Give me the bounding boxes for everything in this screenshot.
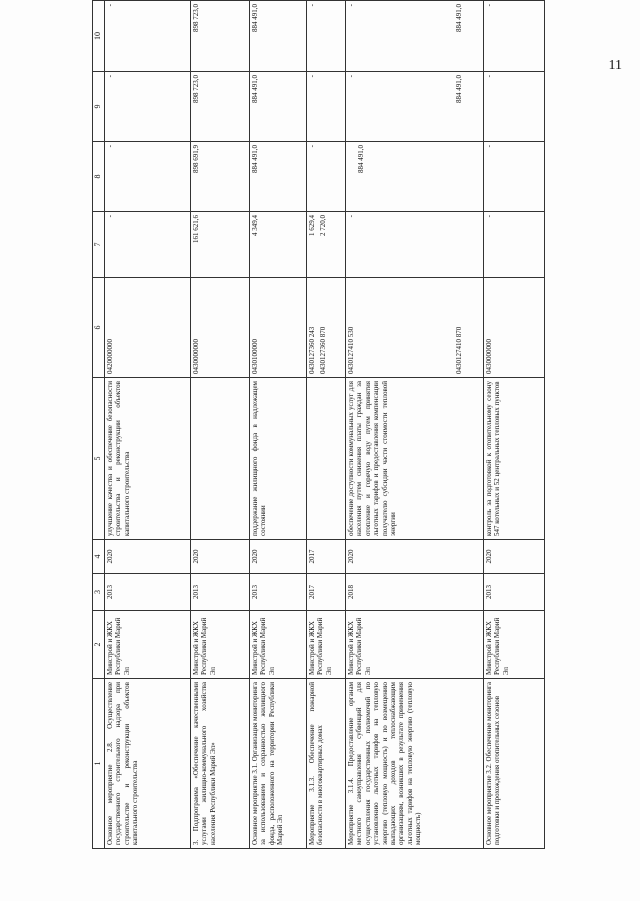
col-header-5: 5 xyxy=(93,378,105,540)
col-header-8: 8 xyxy=(93,142,105,212)
amount-col9: 898 723,0 xyxy=(191,72,250,142)
amount-col8: - xyxy=(105,142,191,212)
table-row xyxy=(191,1,250,849)
executor: Минстрой и ЖКХ Республики Марий Эл xyxy=(250,611,307,679)
executor: Минстрой и ЖКХ Республики Марий Эл xyxy=(191,611,250,679)
rotated-page-content xyxy=(92,1,632,849)
amount-col7: - xyxy=(105,212,191,278)
amount-col9: 884 491,0 xyxy=(455,75,464,103)
budget-code: 0420000000 xyxy=(105,278,191,378)
start-year: 2018 xyxy=(346,574,484,611)
page-number: 11 xyxy=(608,58,622,73)
amount-col7: - xyxy=(484,212,545,278)
col-header-9: 9 xyxy=(93,72,105,142)
executor: Минстрой и ЖКХ Республики Марий Эл xyxy=(346,611,484,679)
end-year: 2020 xyxy=(105,540,191,574)
table-row xyxy=(307,1,346,849)
col-header-6: 6 xyxy=(93,278,105,378)
executor: Минстрой и ЖКХ Республики Марий Эл xyxy=(484,611,545,679)
amount-col7: 2 720,0 xyxy=(319,215,328,236)
start-year: 2013 xyxy=(191,574,250,611)
amount-col8: 884 491,0 xyxy=(357,145,365,173)
header-row xyxy=(93,1,105,849)
budget-code: 0430000000 xyxy=(191,278,250,378)
table-row xyxy=(105,1,191,849)
end-year: 2020 xyxy=(346,540,484,574)
amount-col10: 884 491,0 xyxy=(455,4,464,32)
event-name: Основное мероприятие 3.1. Организация мониторинга за использованием и сохранностью жилищного фонда, расположенного на территории Республики Марий Эл xyxy=(250,679,307,849)
expected-result: обеспечение доступности коммунальных услуг для населения путем снижения платы граждан за отопление и горячую воду путем принятия льготных тарифов и предоставления компенсации получателю субсидии части стоимости тепловой энергии xyxy=(346,378,484,540)
budget-code: 0430127360 243 xyxy=(308,326,316,374)
expected-result xyxy=(307,378,346,540)
table-row xyxy=(484,1,545,849)
amount-col9: 884 491,0 xyxy=(250,72,307,142)
executor: Минстрой и ЖКХ Республики Марий Эл xyxy=(105,611,191,679)
amount-col9: - xyxy=(105,72,191,142)
amount-col8: - xyxy=(484,142,545,212)
end-year: 2020 xyxy=(191,540,250,574)
amount-col8: - xyxy=(307,142,346,212)
start-year: 2013 xyxy=(250,574,307,611)
amount-col10: 884 491,0 xyxy=(250,1,307,72)
expected-result: контроль за подготовкой к отопительному сезону 547 котельных и 52 центральных тепловых пунктов xyxy=(484,378,545,540)
budget-code: 0430127410 530 xyxy=(347,326,355,374)
amount-col10: - xyxy=(347,4,355,7)
program-table xyxy=(92,0,545,849)
event-name: 3. Подпрограмма «Обеспечение качественными услугами жилищно-коммунального хозяйства населения Республики Марий Эл» xyxy=(191,679,250,849)
budget-code: 0430000000 xyxy=(484,278,545,378)
amount-col7-cell xyxy=(307,212,346,278)
amount-col10: - xyxy=(307,1,346,72)
end-year: 2017 xyxy=(307,540,346,574)
col-header-10: 10 xyxy=(93,1,105,72)
budget-code-cell xyxy=(346,278,484,378)
amount-col10: - xyxy=(105,1,191,72)
amount-col8-cell xyxy=(346,142,484,212)
event-name: Мероприятие 3.1.4. Предоставление органам местного самоуправления субвенций для осуществления государственных полномочий по установлению льготных тарифов на тепловую энергию (тепловую мощность) и по возмещению выпадающих доходов теплоснабжающим организациям, возникших в результате применения льготных тарифов на тепловую энергию (тепловую мощность) xyxy=(346,679,484,849)
expected-result: улучшение качества и обеспечение безопасности строительства и реконструкции объектов капитального строительства xyxy=(105,378,191,540)
amount-col8: 884 491,0 xyxy=(250,142,307,212)
amount-col7: 4 349,4 xyxy=(250,212,307,278)
budget-code-cell xyxy=(307,278,346,378)
amount-col7: 161 621,6 xyxy=(191,212,250,278)
budget-code: 0430100000 xyxy=(250,278,307,378)
amount-col8: 898 691,9 xyxy=(191,142,250,212)
start-year: 2013 xyxy=(105,574,191,611)
col-header-1: 1 xyxy=(93,679,105,849)
expected-result: поддержание жилищного фонда в надлежащем состоянии xyxy=(250,378,307,540)
start-year: 2013 xyxy=(484,574,545,611)
amount-col9: - xyxy=(347,75,355,78)
amount-col10-cell xyxy=(346,1,484,72)
amount-col9: - xyxy=(484,72,545,142)
expected-result xyxy=(191,378,250,540)
col-header-2: 2 xyxy=(93,611,105,679)
event-name: Основное мероприятие 2.8. Осуществление государственного строительного надзора при строительстве и реконструкции объектов капитального строительства xyxy=(105,679,191,849)
executor: Минстрой и ЖКХ Республики Марий Эл xyxy=(307,611,346,679)
end-year: 2020 xyxy=(484,540,545,574)
budget-code: 0430127410 870 xyxy=(455,326,464,374)
start-year: 2017 xyxy=(307,574,346,611)
amount-col7: 1 629,4 xyxy=(308,215,316,236)
amount-col10: 898 723,0 xyxy=(191,1,250,72)
amount-col9: - xyxy=(307,72,346,142)
budget-code: 0430127360 870 xyxy=(319,326,328,374)
amount-col10: - xyxy=(484,1,545,72)
event-name: Основное мероприятие 3.2. Обеспечение мониторинга подготовки и прохождения отопительных сезонов xyxy=(484,679,545,849)
col-header-3: 3 xyxy=(93,574,105,611)
col-header-4: 4 xyxy=(93,540,105,574)
amount-col7: - xyxy=(346,212,484,278)
amount-col9-cell xyxy=(346,72,484,142)
table-row xyxy=(250,1,307,849)
end-year: 2020 xyxy=(250,540,307,574)
col-header-7: 7 xyxy=(93,212,105,278)
event-name: Мероприятие 3.1.3. Обеспечение пожарной безопасности в многоквартирных домах xyxy=(307,679,346,849)
table-row xyxy=(346,1,484,849)
